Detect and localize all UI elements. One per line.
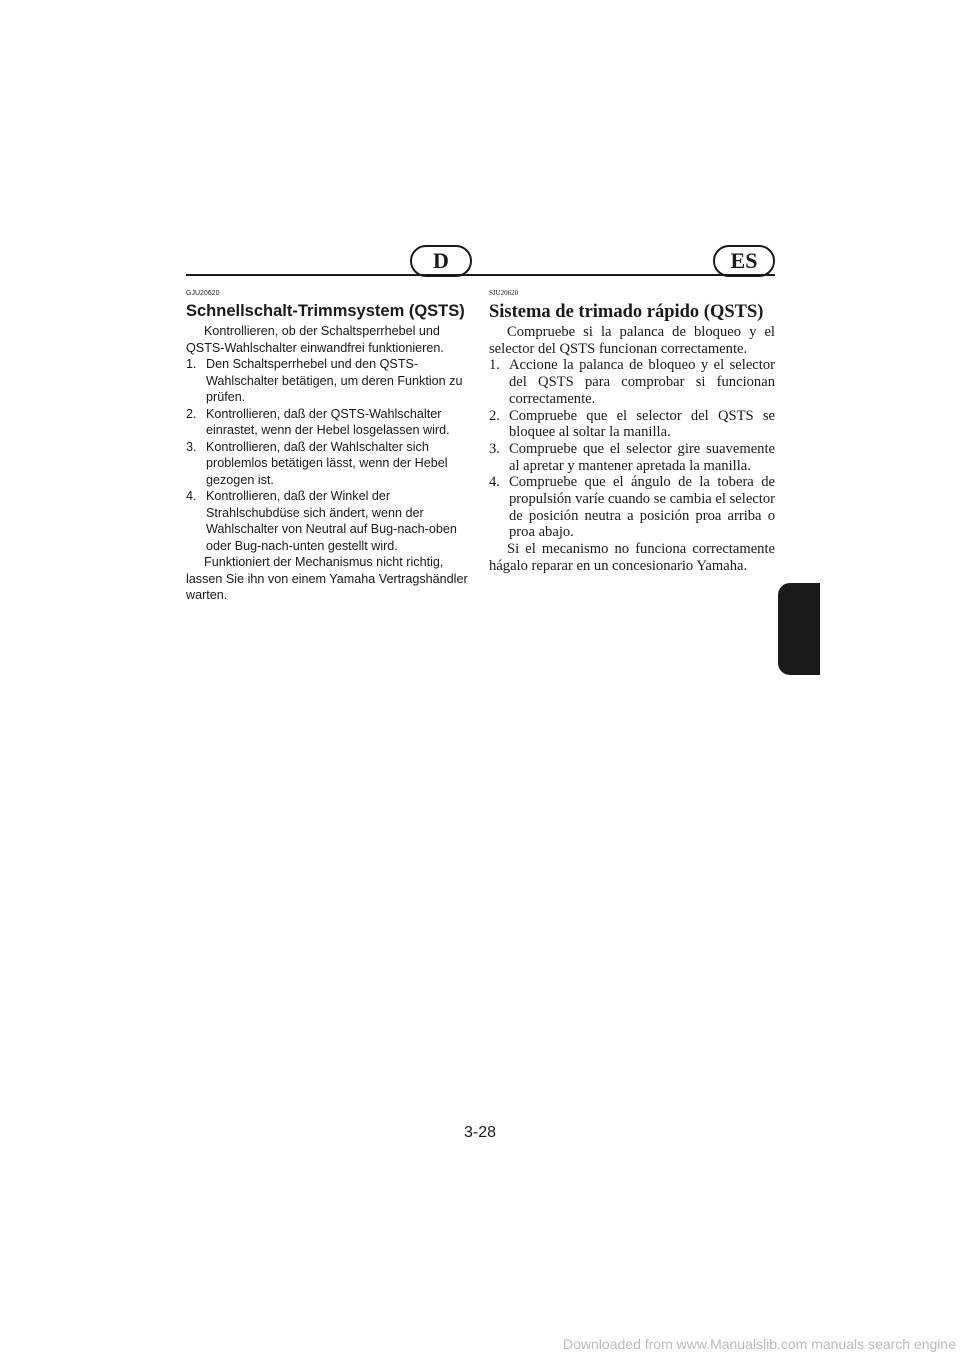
step-number: 2. — [186, 406, 197, 421]
steps-list — [186, 356, 472, 554]
intro-paragraph: Compruebe si la palanca de bloqueo y el selector del QSTS funcionan correctamente. — [489, 324, 775, 357]
step-number: 3. — [489, 440, 500, 457]
list-item — [489, 408, 775, 441]
step-number: 4. — [186, 489, 197, 503]
language-badge-spanish: ES — [713, 245, 775, 277]
step-number: 3. — [186, 439, 197, 454]
step-text: Kontrollieren, daß der Winkel der Strahlschubdüse sich ändert, wenn der Wahlschalter von Neutral auf Bug-nach-oben oder Bug-nach-unten gestellt wird. — [206, 489, 457, 553]
list-item — [186, 488, 472, 554]
step-number: 1. — [489, 357, 500, 374]
step-number: 1. — [186, 357, 197, 371]
step-text: Den Schaltsperrhebel und den QSTS-Wahlschalter betätigen, um deren Funktion zu prüfen. — [206, 357, 463, 404]
german-column — [186, 289, 472, 604]
list-item — [489, 357, 775, 407]
step-number: 2. — [489, 407, 500, 424]
steps-list — [489, 357, 775, 541]
closing-paragraph: Funktioniert der Mechanismus nicht richtig, lassen Sie ihn von einem Yamaha Vertragshändler warten. — [186, 555, 468, 602]
section-title: Sistema de trimado rápido (QSTS) — [489, 302, 764, 322]
intro-paragraph: Kontrollieren, ob der Schaltsperrhebel und QSTS-Wahlschalter einwandfrei funktionieren. — [186, 324, 444, 355]
section-title: Schnellschalt-Trimmsystem (QSTS) — [186, 302, 465, 320]
section-code: GJU20620 — [186, 290, 220, 297]
closing-paragraph: Si el mecanismo no funciona correctamente hágalo reparar en un concesionario Yamaha. — [489, 541, 775, 574]
step-text: Kontrollieren, daß der QSTS-Wahlschalter einrastet, wenn der Hebel losgelassen wird. — [206, 406, 450, 437]
step-text: Compruebe que el selector del QSTS se bloquee al soltar la manilla. — [509, 407, 775, 441]
list-item — [186, 406, 472, 439]
list-item — [489, 474, 775, 541]
spanish-column — [489, 289, 775, 575]
list-item — [186, 439, 472, 489]
watermark-text: Downloaded from www.Manualslib.com manuals search engine — [563, 1336, 956, 1352]
section-code: SJU20620 — [489, 289, 519, 297]
list-item — [186, 356, 472, 406]
list-item — [489, 441, 775, 474]
step-text: Kontrollieren, daß der Wahlschalter sich problemlos betätigen lässt, wenn der Hebel gezogen ist. — [206, 439, 448, 487]
step-text: Accione la palanca de bloqueo y el selector del QSTS para comprobar si funcionan correctamente. — [509, 357, 775, 407]
page-number: 3-28 — [463, 1124, 497, 1141]
header-rule — [186, 274, 775, 276]
step-text: Compruebe que el ángulo de la tobera de propulsión varíe cuando se cambia el selector de posición neutra a posición proa arriba o proa abajo. — [509, 474, 775, 541]
step-number: 4. — [489, 474, 500, 491]
language-badge-german: D — [410, 245, 472, 277]
chapter-side-tab — [778, 583, 820, 675]
step-text: Compruebe que el selector gire suavemente al apretar y mantener apretada la manilla. — [509, 440, 775, 474]
